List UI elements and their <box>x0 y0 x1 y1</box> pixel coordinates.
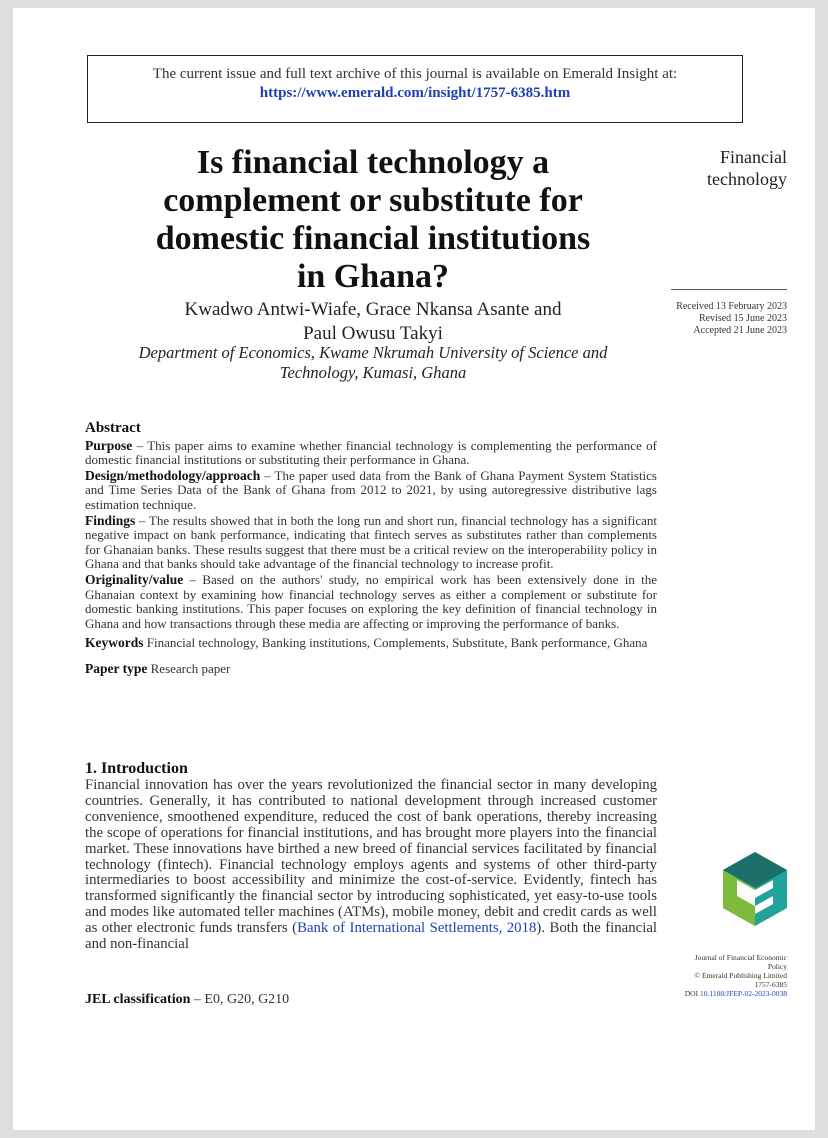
originality-text: – Based on the authors' study, no empirical work has been extensively done in the Ghanaian context by examining how financial technology serves as either a complement or substitute for domestic banking institutions. This paper focuses on exploring the key definition of financial technology in Ghana and how transactions through these media are affecting or improving the performance of banks. <box>85 571 657 631</box>
archive-notice-box <box>87 55 743 123</box>
abstract-findings <box>85 514 657 572</box>
journal-page <box>13 8 815 1130</box>
author-affiliation <box>103 343 643 383</box>
author-line: Paul Owusu Takyi <box>303 323 443 344</box>
revised-date: Revised 15 June 2023 <box>698 313 787 324</box>
jel-label: JEL classification <box>85 992 191 1007</box>
paper-type-label: Paper type <box>85 660 148 676</box>
doi-link[interactable]: 10.1108/JFEP-02-2023-0038 <box>699 989 787 999</box>
title-line: in Ghana? <box>296 258 450 295</box>
journal-name-line: Journal of Financial Economic <box>694 953 787 962</box>
purpose-label: Purpose <box>85 437 133 453</box>
abstract-design <box>85 469 657 513</box>
jel-codes: – E0, G20, G210 <box>190 992 290 1007</box>
title-line: Is financial technology a <box>196 144 550 181</box>
jel-classification <box>85 992 289 1008</box>
archive-url-link[interactable]: https://www.emerald.com/insight/1757-6385.htm <box>259 85 571 101</box>
paper-type-text: Research paper <box>147 660 231 676</box>
affiliation-line: Technology, Kumasi, Ghana <box>279 363 467 382</box>
abstract-purpose <box>85 439 657 468</box>
author-line: Kwadwo Antwi-Wiafe, Grace Nkansa Asante and <box>184 299 562 320</box>
emerald-publisher-logo-icon <box>721 850 789 928</box>
journal-issn: 1757-6385 <box>754 980 787 990</box>
title-line: complement or substitute for <box>163 182 583 219</box>
introduction-heading: 1. Introduction <box>85 760 188 777</box>
running-head-line: Financial <box>720 147 787 167</box>
design-label: Design/methodology/approach <box>85 467 261 483</box>
archive-notice-text: The current issue and full text archive of this journal is available on Emerald Insight at: <box>152 66 678 82</box>
abstract-heading: Abstract <box>85 420 141 436</box>
journal-name-line: Policy <box>767 962 787 972</box>
doi-label: DOI <box>684 989 699 999</box>
citation-link[interactable]: Bank of International Settlements, 2018 <box>297 920 537 937</box>
accepted-date: Accepted 21 June 2023 <box>693 325 787 336</box>
keywords-label: Keywords <box>85 635 144 651</box>
purpose-text: – This paper aims to examine whether financial technology is complementing the performance of domestic financial institutions or substituting their performance in Ghana. <box>85 437 657 468</box>
abstract-keywords <box>85 636 657 651</box>
findings-label: Findings <box>85 512 136 528</box>
introduction-body <box>85 778 657 953</box>
abstract-paper-type <box>85 662 657 677</box>
running-head-line: technology <box>707 169 787 189</box>
journal-info <box>653 953 787 998</box>
sidebar-divider <box>671 289 787 290</box>
doi-line <box>653 989 787 998</box>
design-text: – The paper used data from the Bank of Ghana Payment System Statistics and Time Series Data of the Bank of Ghana from 2012 to 2021, by using autoregressive distributive lags estimation technique. <box>85 467 657 512</box>
title-line: domestic financial institutions <box>155 220 591 257</box>
received-date: Received 13 February 2023 <box>676 301 787 312</box>
publisher-name: © Emerald Publishing Limited <box>694 971 787 981</box>
findings-text: – The results showed that in both the long run and short run, financial technology has a significant negative impact on bank performance, indicating that fintech serves as substitutes rather than complements for Ghanaian banks. These results suggest that there must be a critical review on the interoperability policy in Ghana and that banks should take advantage of the financial technology to increase profit. <box>85 512 657 572</box>
abstract-originality <box>85 573 657 631</box>
running-head <box>653 146 787 190</box>
article-dates <box>653 301 787 337</box>
author-list <box>113 298 633 346</box>
intro-text: Financial innovation has over the years revolutionized the financial sector in many developing countries. Generally, it has contributed to national development through increased customer convenience, smoothened expenditure, reduced the cost of bank operations, thereby increasing the scope of operations for financial institutions, and has brought more players into the financial market. These innovations have birthed a new breed of financial services facilitated by financial technology (fintech). Financial technology employs agents and systems of other third-party intermediaries to boost accessibility and minimize the cost-of-service. Evidently, fintech has transformed significantly the financial sector by introducing sophisticated, yet easy-to-use tools and modes like automated teller machines (ATMs), mobile money, debit and credit cards as well as other electronic funds transfers ( <box>85 777 657 937</box>
originality-label: Originality/value <box>85 571 184 587</box>
abstract-section <box>85 421 657 678</box>
article-title <box>93 144 653 296</box>
intro-text-continued: ). Both the financial and non-financial <box>85 920 657 953</box>
keywords-text: Financial technology, Banking institutions, Complements, Substitute, Bank performance, Ghana <box>143 635 648 651</box>
affiliation-line: Department of Economics, Kwame Nkrumah University of Science and <box>138 343 608 362</box>
